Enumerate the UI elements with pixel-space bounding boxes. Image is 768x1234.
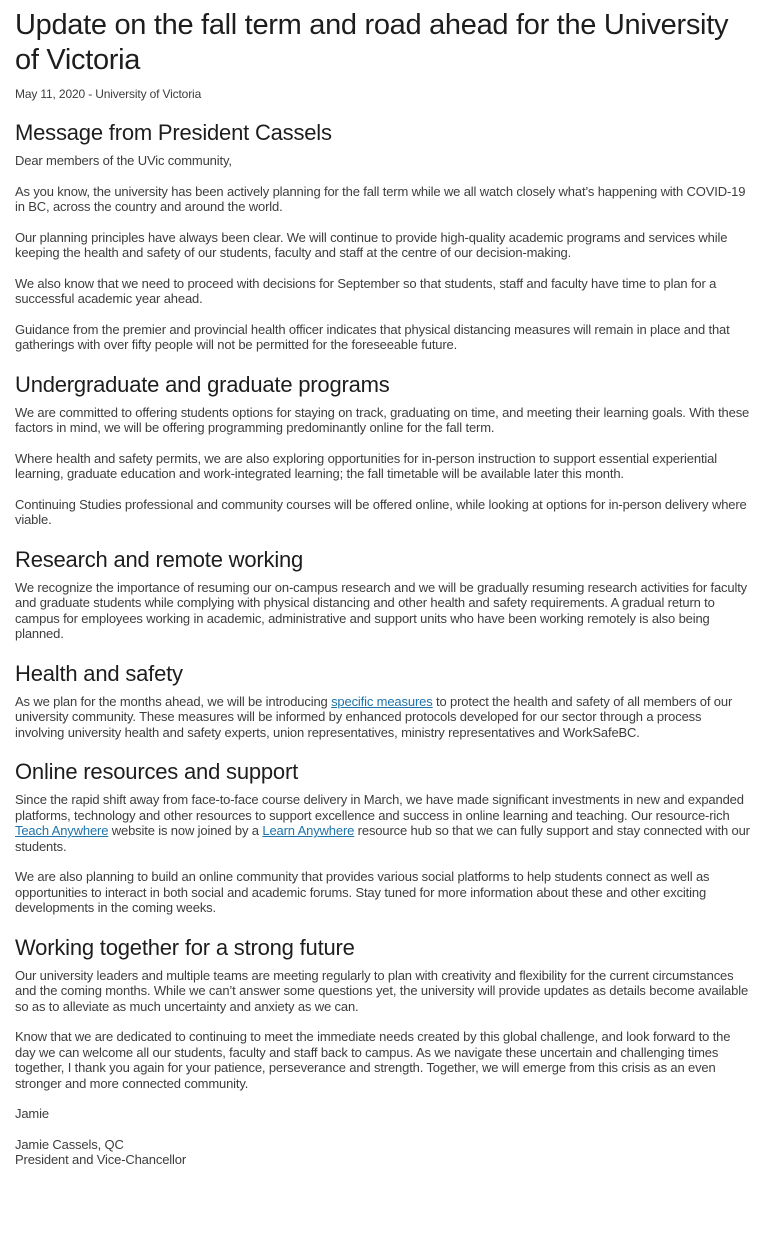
inline-link[interactable]: Learn Anywhere: [262, 823, 355, 838]
text-run: Jamie Cassels, QC: [15, 1136, 124, 1152]
paragraph: [15, 1029, 753, 1091]
text-run: We are committed to offering students options for staying on track, graduating on time, and meeting their learning goals. With these factors in mind, we will be offering programming predominantly online for the fall term.: [15, 404, 750, 435]
text-run: Guidance from the premier and provincial health officer indicates that physical distancing measures will remain in place and that gatherings with over fifty people will not be permitted for the foreseeable future.: [15, 321, 730, 352]
text-run: website is now joined by a: [108, 823, 263, 838]
article-section: [15, 119, 753, 353]
text-run: Our university leaders and multiple teams are meeting regularly to plan with creativity and flexibility for the current circumstances and the coming months. While we can’t answer some questions yet, the university will provide updates as details become available so as to alleviate as much uncertainty and anxiety as we can.: [15, 967, 749, 1014]
text-run: Dear members of the UVic community,: [15, 153, 232, 168]
text-run: As we plan for the months ahead, we will be introducing: [15, 693, 332, 709]
section-heading: Health and safety: [15, 660, 183, 686]
paragraph: [15, 968, 753, 1015]
article-section: [15, 758, 753, 916]
article-section: [15, 660, 753, 741]
section-heading: Message from President Cassels: [15, 120, 332, 145]
paragraph: [15, 276, 753, 307]
article-section: [15, 371, 753, 528]
text-run: Our planning principles have always been clear. We will continue to provide high-quality academic programs and services while keeping the health and safety of our students, faculty and staff at the centre of our decision-making.: [15, 229, 728, 260]
text-run: Since the rapid shift away from face-to-face course delivery in March, we have made significant investments in new and expanded platforms, technology and other resources to support excellence and success in online learning and teaching. Our resource-rich: [15, 792, 744, 823]
paragraph: [15, 184, 753, 215]
paragraph: [15, 230, 753, 261]
text-run: We recognize the importance of resuming our on-campus research and we will be gradually resuming research activities for faculty and graduate students while complying with physical distancing and other health and safety requirements. A gradual return to campus for employees working in academic, administrative and support units who have been working remotely is also being planned.: [15, 579, 748, 641]
text-run: We also know that we need to proceed with decisions for September so that students, staff and faculty have time to plan for a successful academic year ahead.: [15, 275, 717, 306]
article-section: [15, 546, 753, 642]
page-title: Update on the fall term and road ahead for the University of Victoria: [15, 9, 729, 76]
paragraph: [15, 322, 753, 353]
article-sections: [15, 119, 753, 1168]
section-heading: Research and remote working: [15, 546, 304, 572]
text-run: Jamie: [15, 1106, 49, 1121]
paragraph: [15, 405, 753, 436]
text-run: We are also planning to build an online community that provides various social platforms to help students connect as well as opportunities to interact in both social and academic forums. Stay tuned for more information about these and other exciting developments in the coming weeks.: [15, 869, 710, 915]
section-heading: Working together for a strong future: [15, 934, 355, 960]
paragraph: [15, 497, 753, 528]
text-run: Continuing Studies professional and community courses will be offered online, while looking at options for in-person delivery where viable.: [15, 496, 747, 527]
paragraph: [15, 694, 753, 741]
section-heading: Undergraduate and graduate programs: [15, 371, 390, 397]
inline-link[interactable]: specific measures: [331, 693, 433, 709]
paragraph: [15, 869, 753, 916]
text-run: to protect the health and safety of all members of our university community. These measures will be informed by enhanced protocols developed for our sector through a process involving university health and safety experts, union representatives, ministry representatives and WorkSafeBC.: [15, 693, 733, 740]
section-heading: Online resources and support: [15, 759, 299, 784]
text-run: President and Vice-Chancellor: [15, 1152, 187, 1167]
paragraph: [15, 580, 753, 642]
text-run: As you know, the university has been actively planning for the fall term while we all watch closely what’s happening with COVID-19 in BC, across the country and around the world.: [15, 183, 746, 214]
paragraph: [15, 792, 753, 854]
paragraph: [15, 1106, 753, 1122]
date-line: May 11, 2020 - University of Victoria: [15, 87, 202, 101]
text-run: resource hub so that we can fully support and stay connected with our students.: [15, 823, 750, 854]
text-run: Where health and safety permits, we are also exploring opportunities for in-person instruction to support essential experiential learning, graduate education and work-integrated learning; the fall timetable will be available later this month.: [15, 450, 717, 481]
paragraph: [15, 153, 753, 169]
paragraph: [15, 1137, 753, 1168]
inline-link[interactable]: Teach Anywhere: [15, 823, 109, 838]
article-section: [15, 934, 753, 1168]
text-run: Know that we are dedicated to continuing to meet the immediate needs created by this global challenge, and look forward to the day we can welcome all our students, faculty and staff back to campus. As we navigate these uncertain and challenging times together, I thank you again for your patience, perseverance and strength. Together, we will emerge from this crisis as an even stronger and more connected community.: [15, 1029, 731, 1091]
paragraph: [15, 451, 753, 482]
